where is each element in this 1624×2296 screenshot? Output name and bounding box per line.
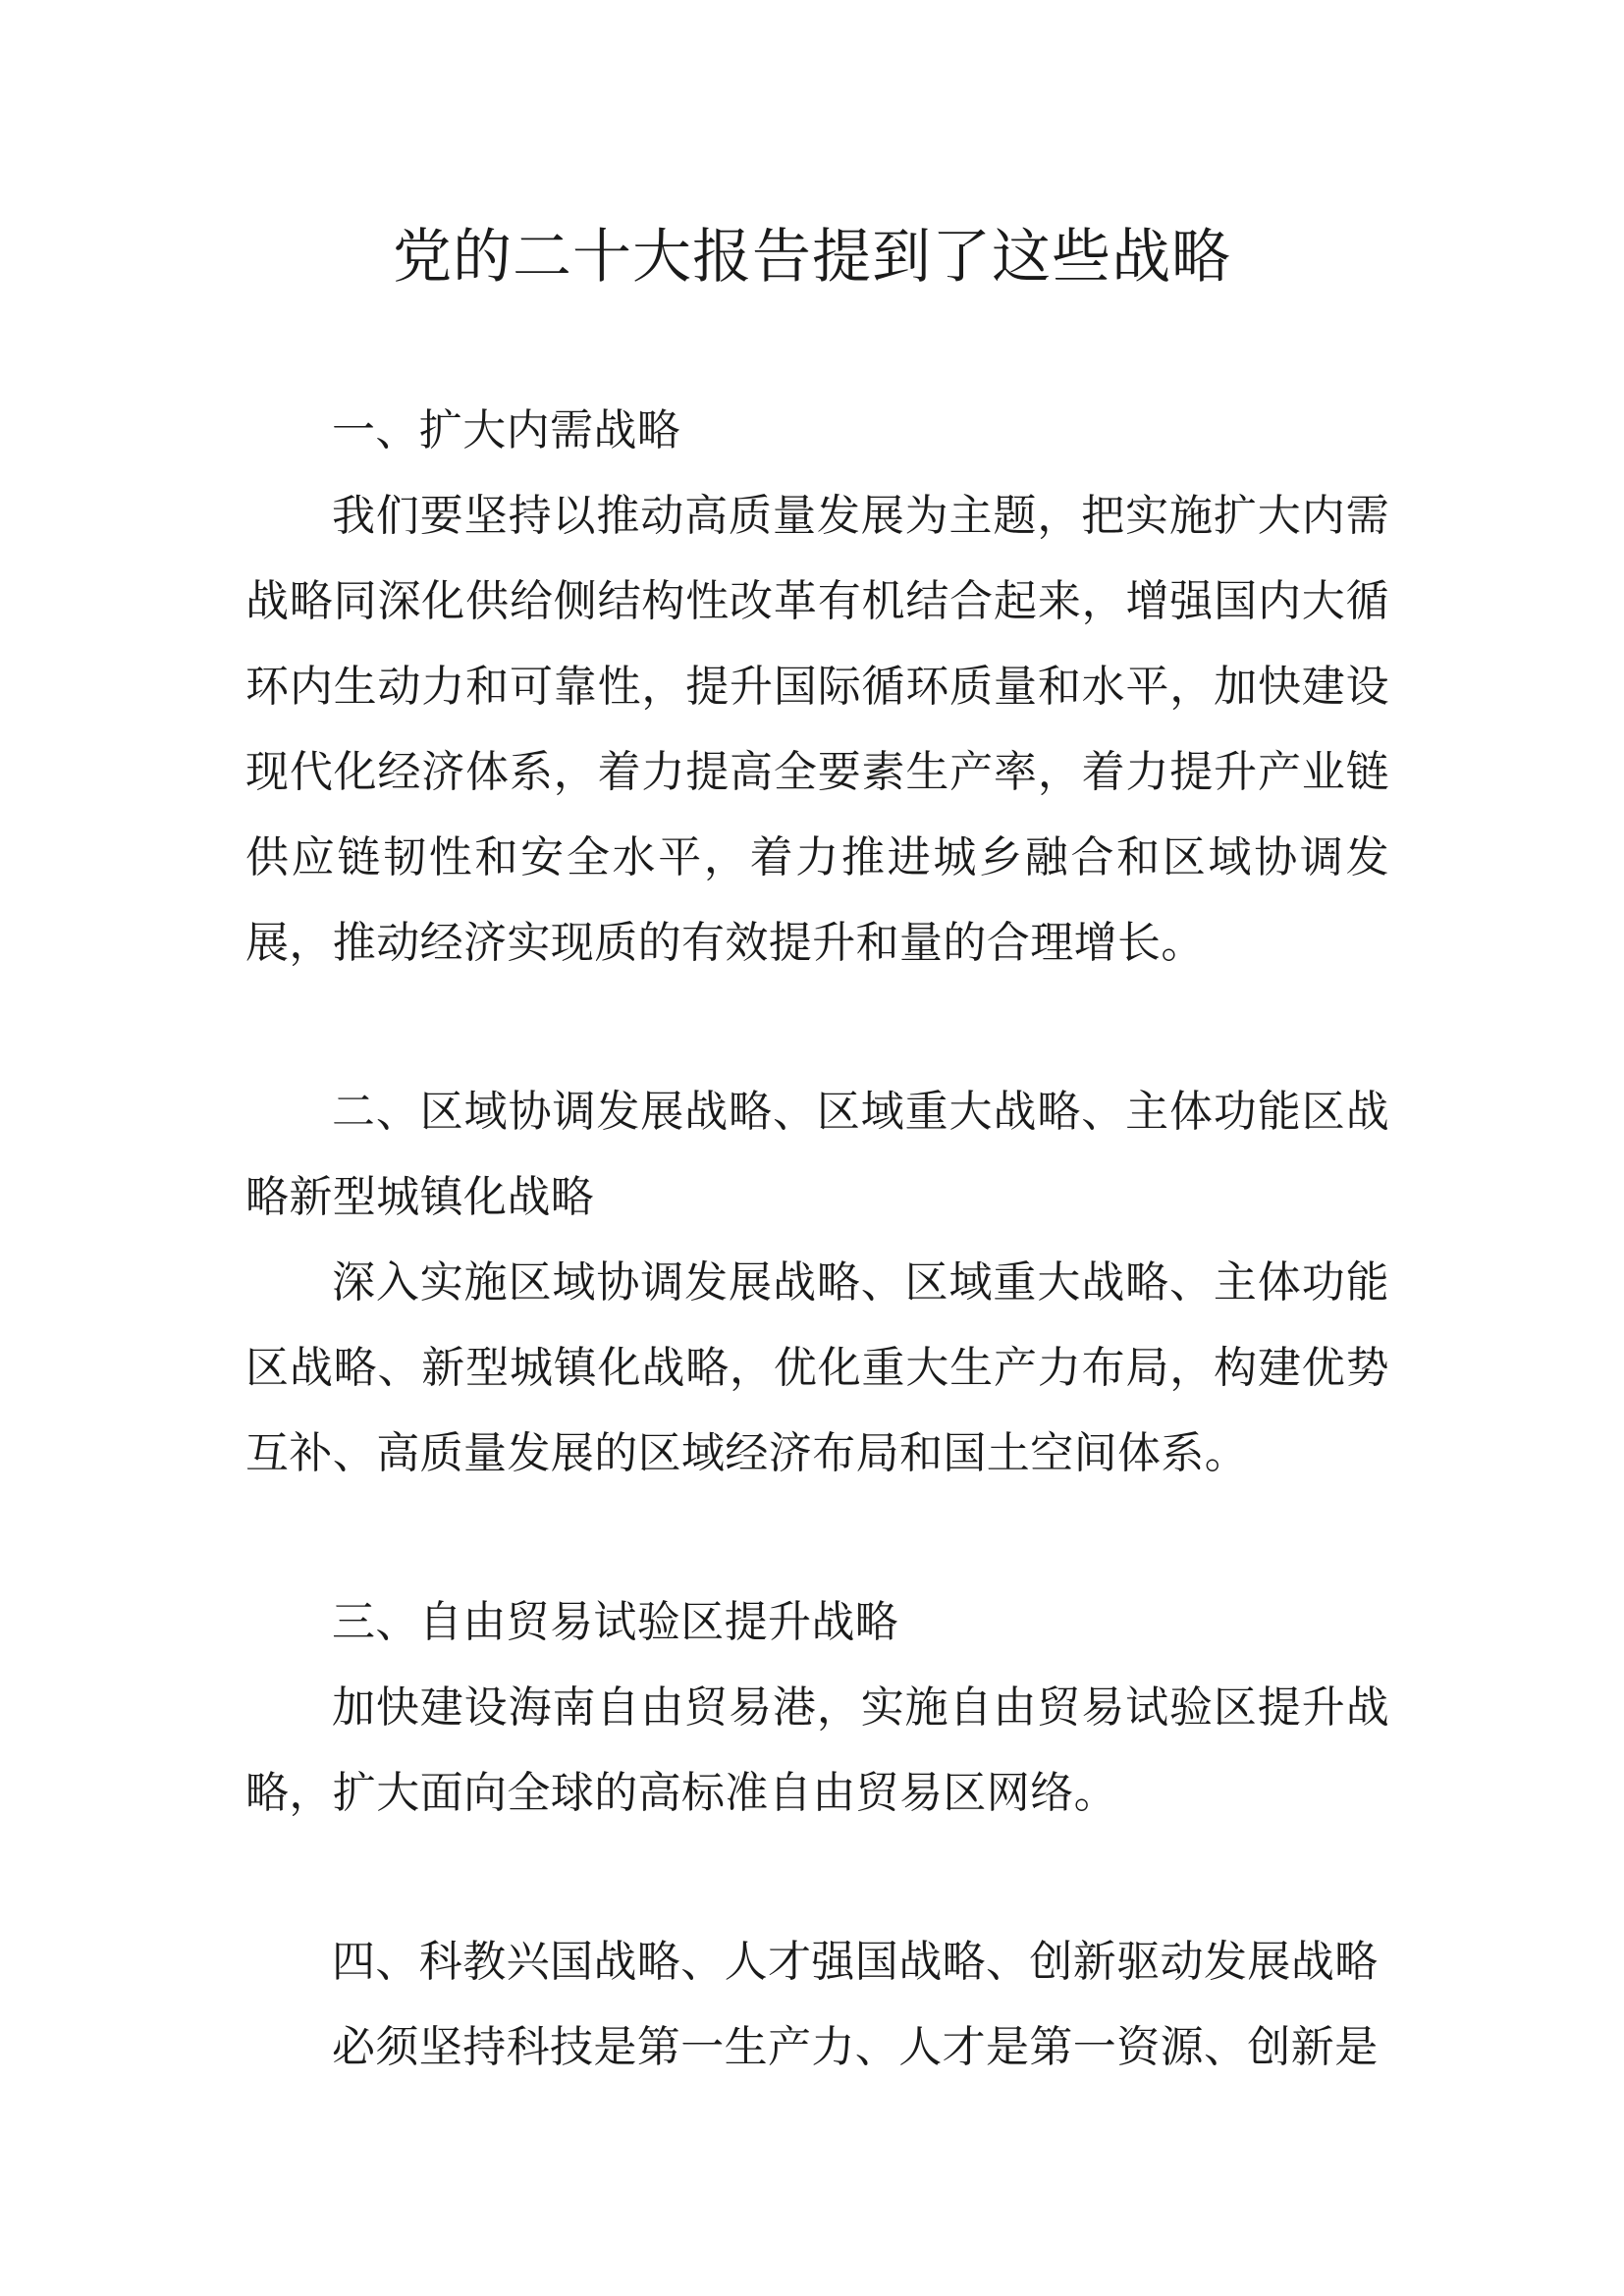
section-heading: 三、自由贸易试验区提升战略 [332, 1597, 899, 1647]
section-spacer [245, 1496, 1389, 1579]
document-body [245, 388, 1389, 2090]
section-paragraph: 加快建设海南自由贸易港，实施自由贸易试验区提升战略，扩大面向全球的高标准自由贸易区网络。 [245, 1682, 1389, 1818]
section-heading: 四、科教兴国战略、人才强国战略、创新驱动发展战略 [332, 1937, 1379, 1987]
section-heading: 二、区域协调发展战略、区域重大战略、主体功能区战略新型城镇化战略 [245, 1087, 1389, 1222]
section-spacer [245, 1836, 1389, 1919]
section-heading: 一、扩大内需战略 [332, 405, 681, 455]
section-spacer [245, 986, 1389, 1069]
section-paragraph: 我们要坚持以推动高质量发展为主题，把实施扩大内需战略同深化供给侧结构性改革有机结合起来，增强国内大循环内生动力和可靠性，提升国际循环质量和水平，加快建设现代化经济体系，着力提高全要素生产率，着力提升产业链供应链韧性和安全水平，着力推进城乡融合和区域协调发展，推动经济实现质的有效提升和量的合理增长。 [245, 491, 1389, 968]
section-paragraph: 深入实施区域协调发展战略、区域重大战略、主体功能区战略、新型城镇化战略，优化重大生产力布局，构建优势互补、高质量发展的区域经济布局和国土空间体系。 [245, 1257, 1389, 1478]
document-title: 党的二十大报告提到了这些战略 [393, 223, 1231, 292]
section-paragraph: 必须坚持科技是第一生产力、人才是第一资源、创新是 [332, 2022, 1379, 2072]
